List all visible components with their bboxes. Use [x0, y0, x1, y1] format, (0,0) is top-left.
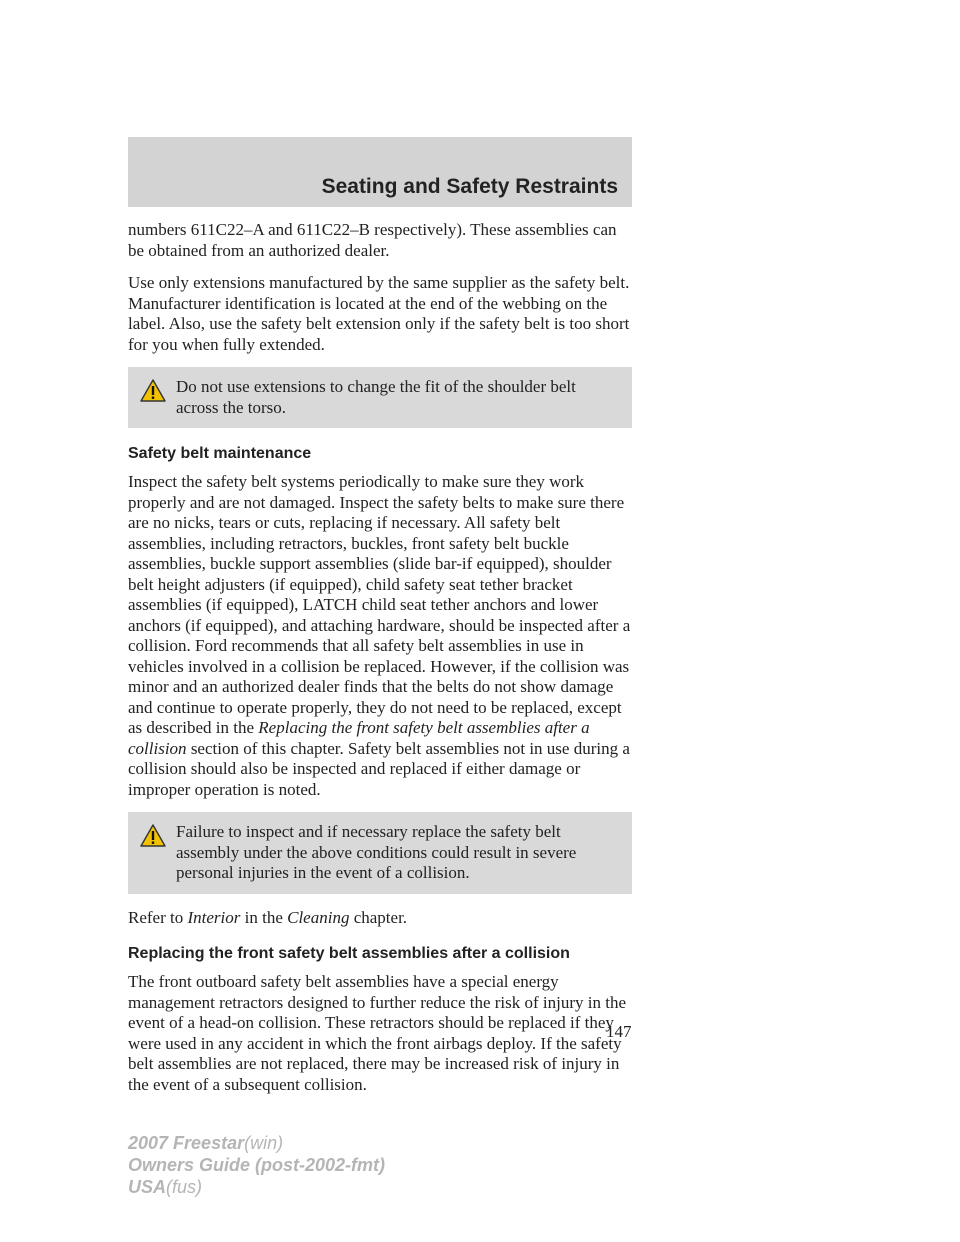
footer-line [128, 1132, 385, 1154]
warning-text: Do not use extensions to change the fit of the shoulder belt across the torso. [176, 377, 576, 417]
footer-guide: Owners Guide (post-2002-fmt) [128, 1155, 386, 1175]
warning-triangle-icon [140, 379, 166, 402]
paragraph-text: Refer to [128, 907, 188, 927]
warning-box [128, 812, 632, 894]
paragraph-text: section of this chapter. Safety belt assemblies not in use during a collision should also be inspected and replaced if either damage or improper operation is noted. [128, 738, 630, 799]
cross-reference: Cleaning [287, 907, 350, 927]
cross-reference: Interior [187, 907, 241, 927]
cross-reference: Replacing the front safety belt assemblies after a collision [128, 718, 590, 758]
footer-line [128, 1154, 385, 1176]
paragraph-text: Inspect the safety belt systems periodically to make sure they work properly and are not damaged. Inspect the safety belts to make sure there are no nicks, tears or cuts, replacing if necessary. All safety belt assemblies, including retractors, buckles, front safety belt buckle assemblies, buckle support assemblies (slide bar-if equipped), shoulder belt height adjusters (if equipped), child safety seat tether bracket assemblies (if equipped), LATCH child seat tether anchors and lower anchors (if equipped), and attaching hardware, should be inspected after a collision. Ford recommends that all safety belt assemblies in use in vehicles involved in a collision be replaced. However, if the collision was minor and an authorized dealer finds that the belts do not show damage and continue to operate properly, they do not need to be replaced, except as described in the [128, 472, 631, 737]
footer-market: USA [128, 1177, 167, 1197]
paragraph: The front outboard safety belt assemblies have a special energy management retractors designed to further reduce the risk of injury in the event of a head-on collision. These retractors should be replaced if they were used in any accident in which the front airbags deploy. If the safety belt assemblies are not replaced, there may be increased risk of injury in the event of a subsequent collision. [128, 972, 627, 1094]
heading-safety-belt-maintenance: Safety belt maintenance [128, 445, 312, 462]
paragraph [128, 908, 632, 929]
warning-triangle-icon [140, 824, 166, 847]
page-content [128, 220, 632, 1107]
footer-line [128, 1176, 385, 1198]
page-number: 147 [606, 1022, 632, 1041]
warning-box [128, 367, 632, 428]
footer-code: (fus) [166, 1177, 203, 1197]
paragraph: Use only extensions manufactured by the same supplier as the safety belt. Manufacturer identification is located at the end of the webbing on the label. Also, use the safety belt extension only if the safety belt is too short for you when fully extended. [128, 273, 630, 354]
footer-code: (win) [244, 1133, 284, 1153]
warning-text: Failure to inspect and if necessary replace the safety belt assembly under the above conditions could result in severe personal injuries in the event of a collision. [176, 822, 577, 882]
section-header [128, 137, 632, 207]
section-title: Seating and Safety Restraints [321, 175, 618, 198]
paragraph: numbers 611C22–A and 611C22–B respectively). These assemblies can be obtained from an authorized dealer. [128, 220, 617, 260]
paragraph-text: chapter. [349, 907, 408, 927]
paragraph-text: in the [240, 907, 288, 927]
document-footer [128, 1132, 385, 1198]
heading-replacing-belts: Replacing the front safety belt assemblies after a collision [128, 945, 570, 962]
footer-model: 2007 Freestar [128, 1133, 245, 1153]
paragraph [128, 472, 632, 800]
